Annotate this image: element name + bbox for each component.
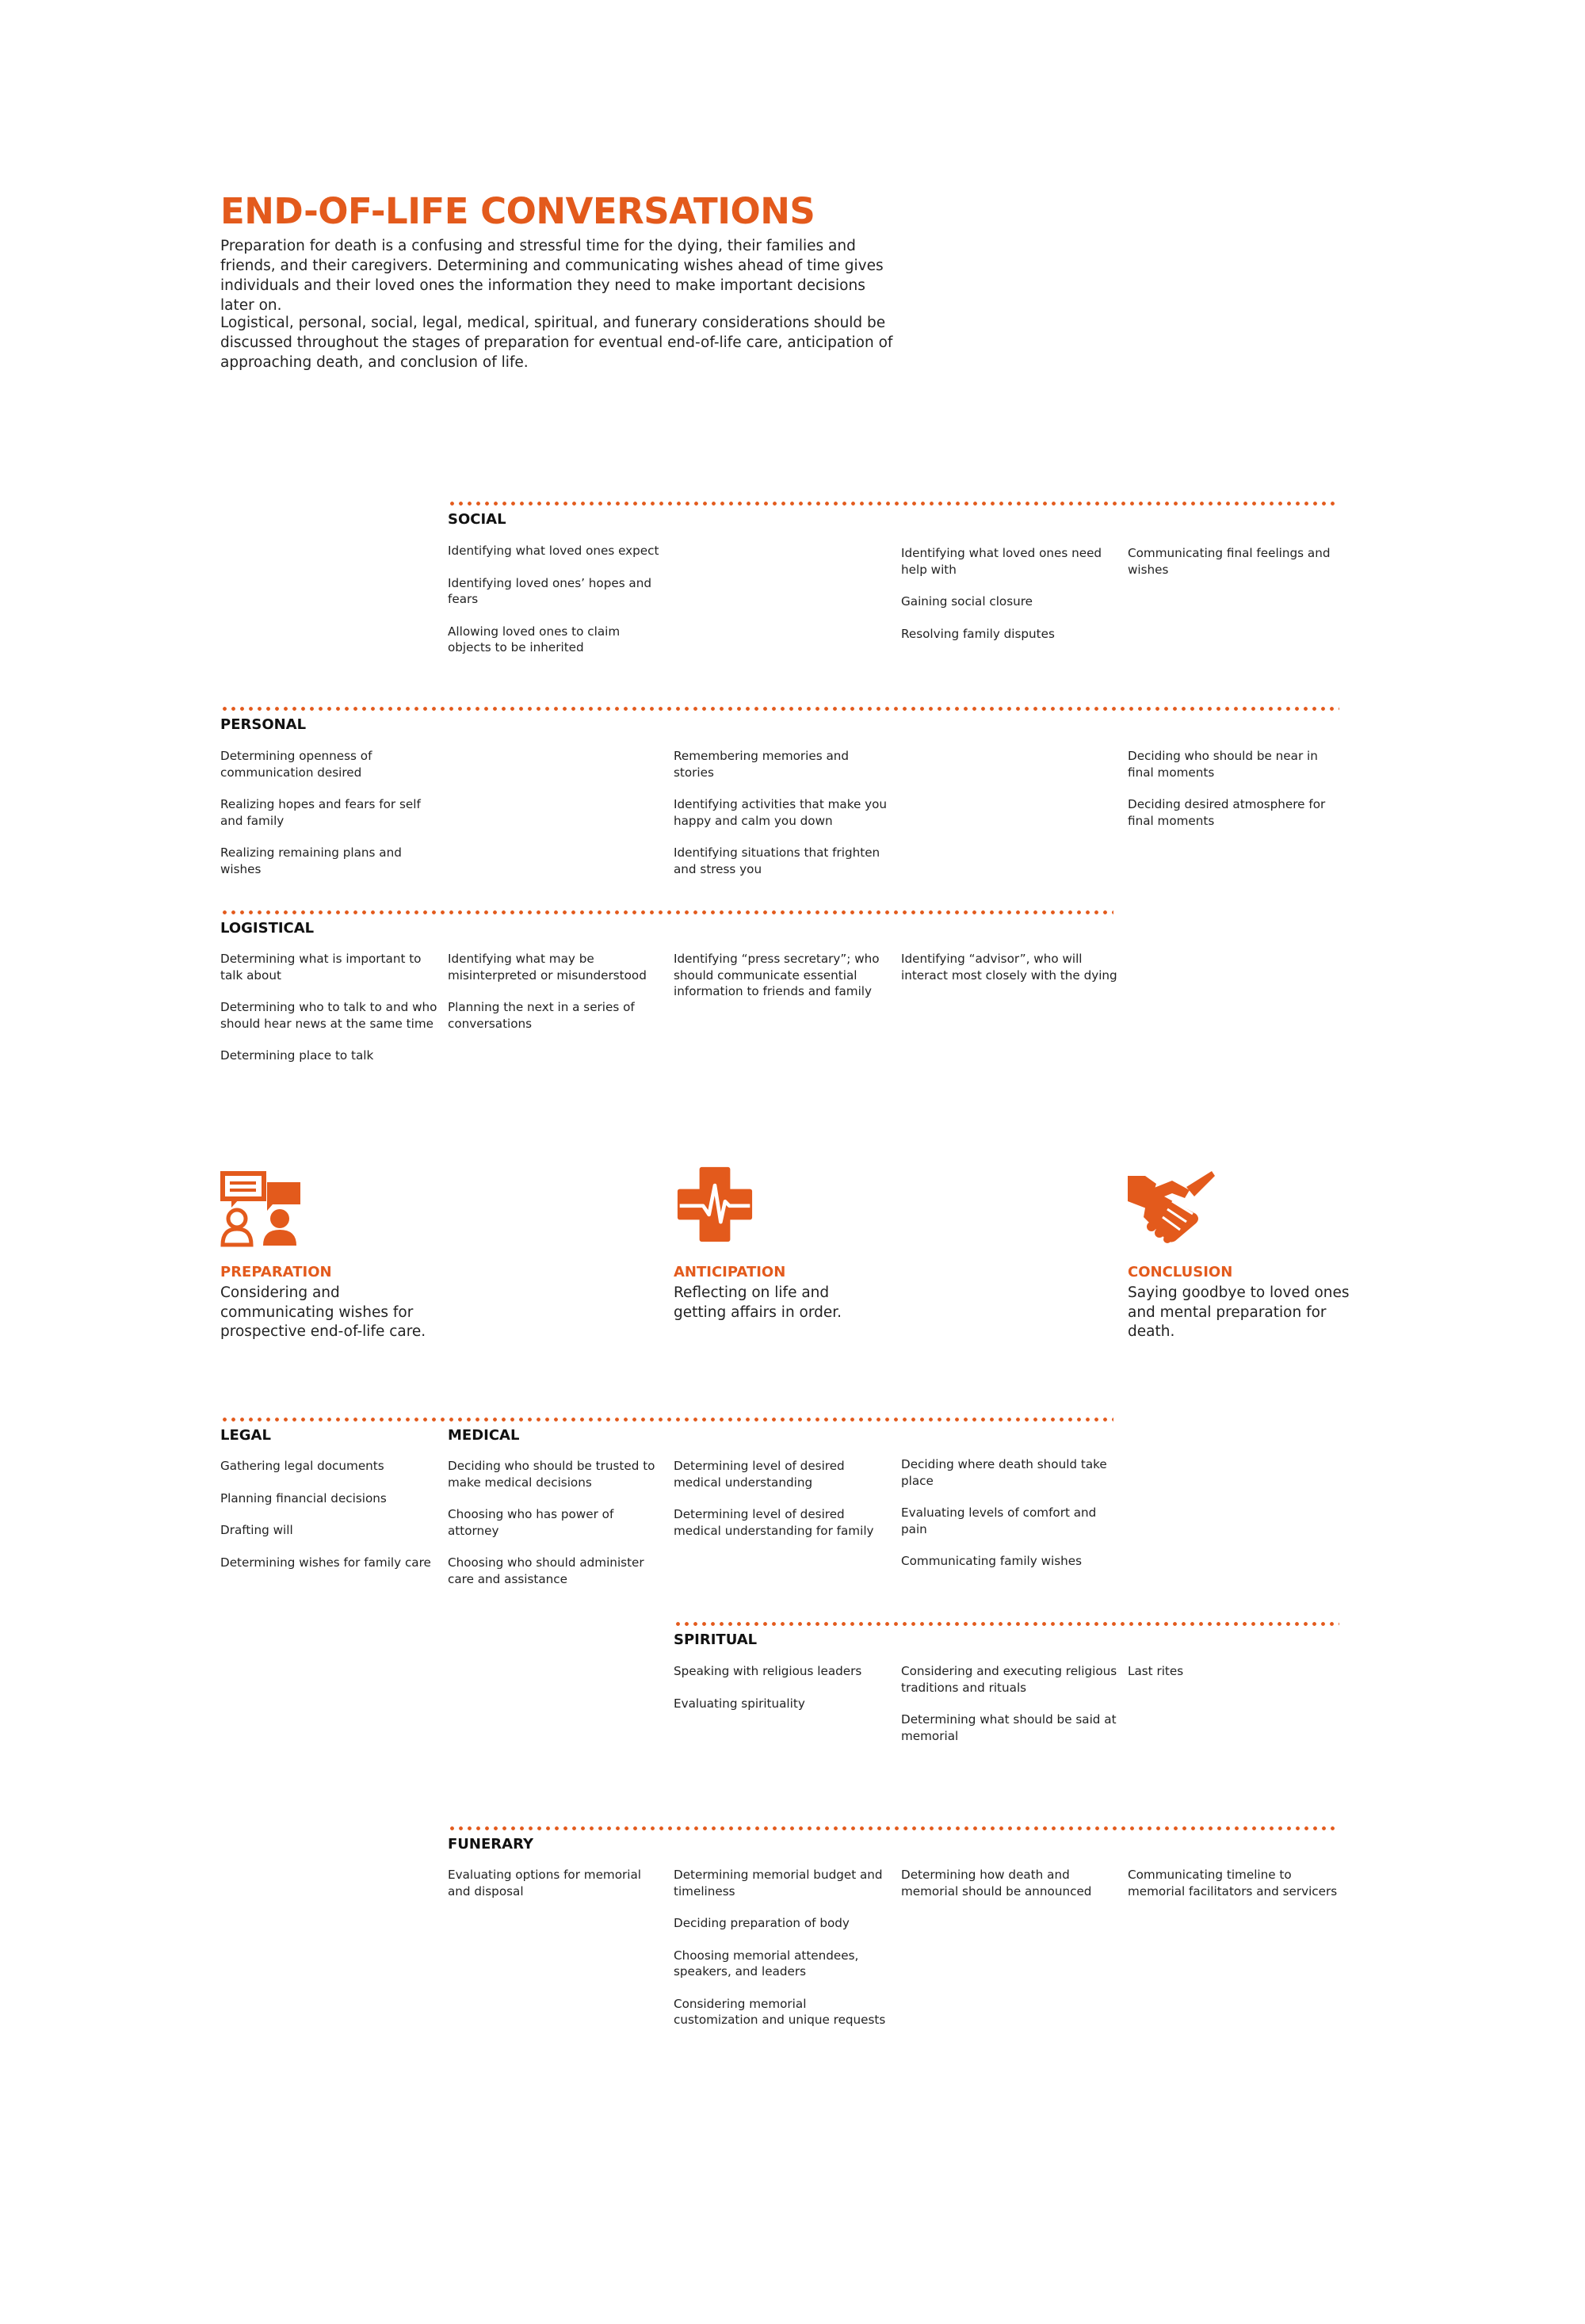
list-item: Determining how death and memorial should be announced [901,1868,1092,1899]
personal-conclusion-list [1128,748,1346,845]
list-item: Choosing memorial attendees, speakers, and leaders [674,1948,859,1979]
logistical-col2-list [448,951,666,1048]
list-item: Planning financial decisions [220,1490,387,1505]
logistical-col4-list [901,951,1119,999]
medical-cross-heartbeat-icon [674,1166,756,1242]
list-item: Evaluating options for memorial and disposal [448,1868,642,1899]
list-item: Deciding desired atmosphere for final moments [1128,797,1326,828]
list-item: Speaking with religious leaders [674,1664,862,1678]
list-item: Gathering legal documents [220,1459,384,1473]
conversation-icon [220,1171,303,1247]
list-item: Drafting will [220,1523,293,1537]
funerary-col3-list [901,1867,1119,1915]
legal-heading: LEGAL [220,1427,271,1444]
list-item: Gaining social closure [901,594,1033,609]
funerary-heading: FUNERARY [448,1836,533,1853]
list-item: Deciding where death should take place [901,1457,1107,1488]
list-item: Determining what should be said at memorial [901,1712,1117,1743]
medical-heading: MEDICAL [448,1427,520,1444]
spiritual-col2-list [901,1663,1119,1760]
medical-col2-list [674,1458,892,1555]
spiritual-col1-list [674,1663,892,1727]
legal-medical-divider [220,1418,1113,1421]
stage-conclusion-label: CONCLUSION [1128,1264,1233,1280]
funerary-col2-list [674,1867,892,2044]
stage-anticipation-label: ANTICIPATION [674,1264,786,1280]
list-item: Determining memorial budget and timeliness [674,1868,883,1899]
stage-preparation-label: PREPARATION [220,1264,332,1280]
social-preparation-list [448,543,666,672]
list-item: Communicating timeline to memorial facilitators and servicers [1128,1868,1338,1899]
social-conclusion-list [1128,545,1346,593]
personal-preparation-list [220,748,438,893]
list-item: Allowing loved ones to claim objects to be inherited [448,624,621,654]
list-item: Identifying what loved ones need help with [901,546,1102,577]
list-item: Realizing hopes and fears for self and family [220,797,421,828]
list-item: Determining what is important to talk about [220,952,422,983]
list-item: Identifying “press secretary”; who should communicate essential information to friends and family [674,952,880,998]
medical-col1-list [448,1458,666,1603]
list-item: Determining openness of communication desired [220,749,372,780]
list-item: Determining level of desired medical understanding for family [674,1507,874,1538]
stage-anticipation-description: Reflecting on life and getting affairs in order. [674,1284,842,1321]
funerary-col1-list [448,1867,666,1915]
spiritual-col3-list [1128,1663,1346,1696]
stage-conclusion-description: Saying goodbye to loved ones and mental preparation for death. [1128,1284,1350,1340]
list-item: Identifying situations that frighten and stress you [674,845,880,876]
list-item: Communicating family wishes [901,1554,1083,1568]
list-item: Choosing who should administer care and assistance [448,1555,644,1586]
legal-list [220,1458,438,1586]
logistical-col3-list [674,951,892,1016]
logistical-col1-list [220,951,438,1080]
list-item: Determining who to talk to and who should hear news at the same time [220,1000,437,1031]
funerary-divider [448,1826,1339,1830]
social-heading: SOCIAL [448,511,506,528]
personal-divider [220,707,1339,711]
page-title: END-OF-LIFE CONVERSATIONS [220,190,815,232]
list-item: Deciding who should be near in final moments [1128,749,1318,780]
list-item: Considering memorial customization and unique requests [674,1996,886,2027]
list-item: Determining level of desired medical understanding [674,1459,845,1490]
list-item: Determining place to talk [220,1048,374,1063]
social-divider [448,502,1339,506]
list-item: Last rites [1128,1664,1184,1678]
funerary-col4-list [1128,1867,1346,1915]
list-item: Realizing remaining plans and wishes [220,845,402,876]
list-item: Identifying what may be misinterpreted or misunderstood [448,952,647,983]
list-item: Deciding preparation of body [674,1916,850,1930]
logistical-divider [220,910,1113,914]
spiritual-heading: SPIRITUAL [674,1631,758,1648]
list-item: Planning the next in a series of conversations [448,1000,635,1031]
list-item: Communicating final feelings and wishes [1128,546,1331,577]
stage-preparation-description: Considering and communicating wishes for prospective end-of-life care. [220,1284,426,1340]
list-item: Resolving family disputes [901,626,1055,641]
list-item: Identifying what loved ones expect [448,544,659,558]
list-item: Deciding who should be trusted to make medical decisions [448,1459,655,1490]
logistical-heading: LOGISTICAL [220,920,315,937]
list-item: Evaluating levels of comfort and pain [901,1505,1097,1536]
intro-paragraph-1: Preparation for death is a confusing and stressful time for the dying, their families and friends, and their caregivers. Determining and communicating wishes ahead of time gives individuals and their loved ones the information they need to make important decisions later on. [220,238,884,314]
personal-anticipation-list [674,748,892,893]
social-anticipation-list [901,545,1119,658]
list-item: Remembering memories and stories [674,749,850,780]
spiritual-divider [674,1622,1339,1626]
handshake-icon [1128,1170,1215,1246]
list-item: Considering and executing religious traditions and rituals [901,1664,1117,1695]
list-item: Evaluating spirituality [674,1696,805,1711]
medical-col3-list [901,1456,1119,1586]
personal-heading: PERSONAL [220,716,307,733]
list-item: Choosing who has power of attorney [448,1507,614,1538]
intro-paragraph-2: Logistical, personal, social, legal, medical, spiritual, and funerary considerations should be discussed throughout the stages of preparation for eventual end-of-life care, anticipation of approaching death, and conclusion of life. [220,315,893,371]
list-item: Determining wishes for family care [220,1555,431,1570]
list-item: Identifying loved ones’ hopes and fears [448,575,652,606]
list-item: Identifying “advisor”, who will interact most closely with the dying [901,952,1117,983]
list-item: Identifying activities that make you happy and calm you down [674,797,888,828]
